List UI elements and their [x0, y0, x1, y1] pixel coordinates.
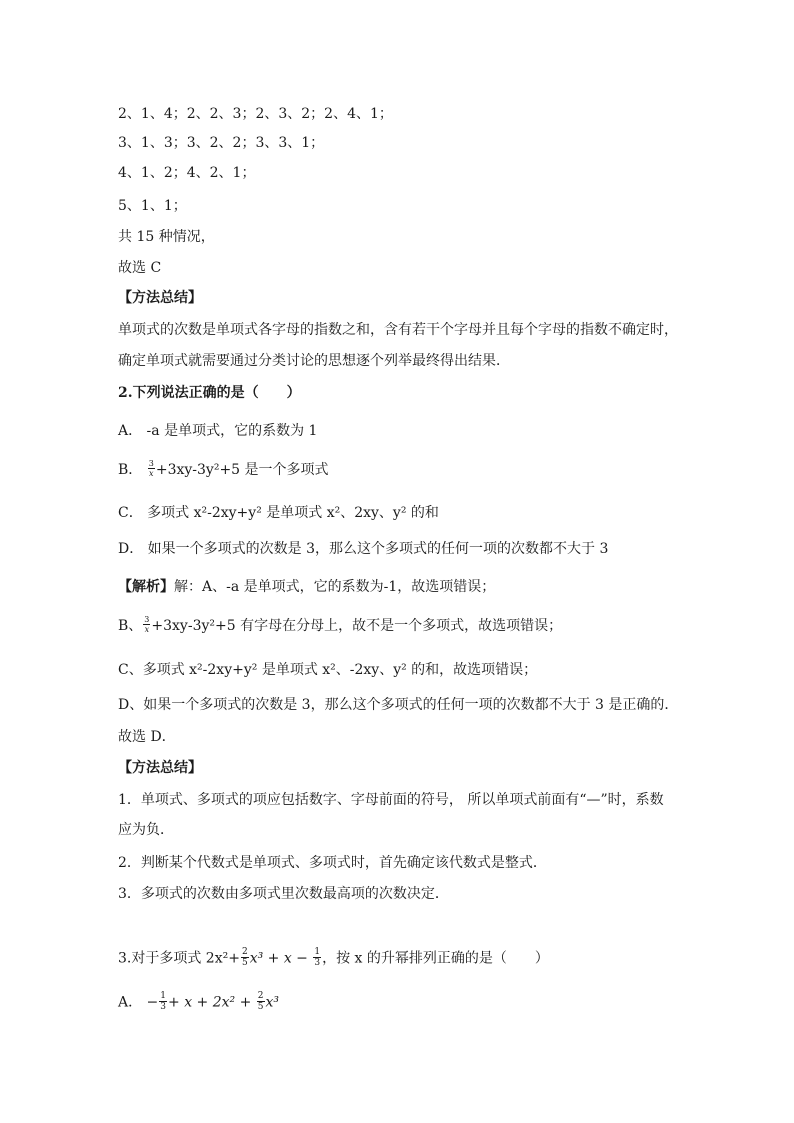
method-summary-1-line-1: 单项式的次数是单项式各字母的指数之和，含有若干个字母并且每个字母的指数不确定时，	[118, 322, 678, 338]
q3-stem-part: 3.对于多项式 2x²+	[118, 950, 240, 967]
method-summary-heading-1: 【方法总结】	[118, 290, 202, 306]
enumeration-line-5: 5、1、1；	[118, 198, 187, 214]
question-3-stem	[118, 948, 549, 969]
fraction-1-over-3: $\frac{1}{3}$	[314, 947, 321, 968]
fraction-3-over-x: $\frac{3}{x}$	[144, 614, 150, 634]
q3-option-a-label: A． −	[118, 994, 159, 1011]
fraction-1-over-3: $\frac{1}{3}$	[160, 991, 167, 1012]
analysis-line-b	[118, 616, 562, 636]
analysis-line-a	[118, 577, 495, 597]
method-summary-2-line-1: 1．单项式、多项式的项应包括数字、字母前面的符号， 所以单项式前面有“—”时，系数	[118, 792, 664, 808]
analysis-b-label: B、	[118, 618, 143, 634]
question-2-option-d: D． 如果一个多项式的次数是 3，那么这个多项式的任何一项的次数都不大于 3	[118, 541, 609, 557]
enumeration-line-2: 2、1、4；2、2、3；2、3、2；2、4、1；	[118, 106, 393, 122]
analysis-heading: 【解析】	[118, 579, 174, 595]
fraction-3-over-x: $\frac{3}{x}$	[148, 458, 154, 478]
answer-choice-2: 故选 D．	[118, 729, 176, 745]
enumeration-line-4: 4、1、2；4、2、1；	[118, 165, 256, 181]
analysis-line-c: C、多项式 x²-2xy+y² 是单项式 x²、-2xy、y² 的和，故选项错误；	[118, 662, 538, 678]
method-summary-heading-2: 【方法总结】	[118, 760, 202, 776]
q3-option-a-tail: x³	[265, 994, 280, 1011]
question-2-option-b	[118, 460, 329, 480]
question-3-option-a	[118, 992, 279, 1013]
fraction-2-over-5: $\frac{2}{5}$	[241, 947, 248, 968]
question-2-option-c: C． 多项式 x²-2xy+y² 是单项式 x²、2xy、y² 的和	[118, 505, 439, 521]
fraction-2-over-5: $\frac{2}{5}$	[257, 991, 264, 1012]
count-summary: 共 15 种情况，	[118, 229, 215, 245]
q3-option-a-math: + x + 2x² +	[168, 994, 256, 1011]
method-summary-1-line-2: 确定单项式就需要通过分类讨论的思想逐个列举最终得出结果．	[118, 353, 510, 369]
answer-choice-1: 故选 C	[118, 260, 162, 276]
analysis-a-text: 解：A、-a 是单项式，它的系数为-1，故选项错误；	[174, 579, 496, 595]
question-2-stem: 2.下列说法正确的是（ ）	[118, 385, 301, 401]
option-b-text: +3xy-3y²+5 是一个多项式	[155, 462, 329, 478]
option-b-label: B．	[118, 462, 143, 478]
method-summary-2-line-2: 应为负．	[118, 822, 174, 838]
method-summary-2-line-3: 2．判断某个代数式是单项式、多项式时，首先确定该代数式是整式．	[118, 855, 547, 871]
method-summary-2-line-4: 3．多项式的次数由多项式里次数最高项的次数决定．	[118, 886, 449, 902]
analysis-line-d: D、如果一个多项式的次数是 3，那么这个多项式的任何一项的次数都不大于 3 是正确的．	[118, 697, 679, 713]
q3-stem-math: x³ + x −	[249, 950, 313, 967]
q3-stem-tail: ，按 x 的升幂排列正确的是（ ）	[322, 950, 549, 967]
analysis-b-text: +3xy-3y²+5 有字母在分母上，故不是一个多项式，故选项错误；	[151, 618, 563, 634]
enumeration-line-3: 3、1、3；3、2、2；3、3、1；	[118, 135, 325, 151]
question-2-option-a: A． -a 是单项式，它的系数为 1	[118, 423, 318, 439]
